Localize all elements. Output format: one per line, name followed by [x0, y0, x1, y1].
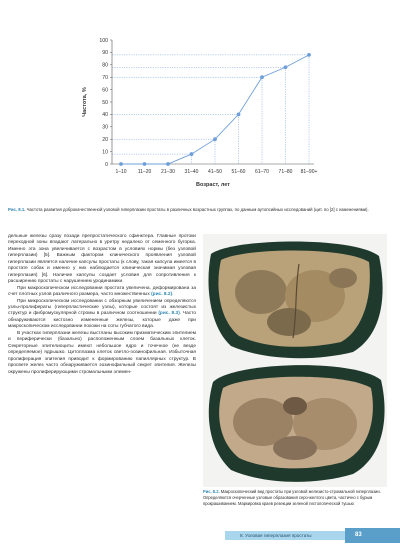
- chapter-title: 8. Узловая гиперплазия простаты: [240, 533, 312, 538]
- y-tick-label: 100: [99, 37, 108, 44]
- figure-8-3-ref[interactable]: (рис. 8.3): [158, 311, 180, 317]
- data-point: [260, 75, 264, 79]
- figure-8-1-text: Частота развития доброкачественной узловой гиперплазии простаты в различных возрастных группах, по данным аутопсийных исследований (цит. по [2] с изменениями).: [25, 207, 369, 212]
- chart-grid: [112, 55, 309, 164]
- x-tick-label: 61–70: [255, 169, 269, 175]
- frequency-chart: [0, 0, 400, 205]
- x-tick-label: 71–80: [278, 169, 293, 175]
- paragraph-3-text: При микроскопическом исследовании с обзорным увеличением определяются узлы-пролифераты (гиперпластические узлы), которые состоят из железистых структур и фибромускулярной стромы в различном соотношении: [8, 298, 196, 317]
- data-point: [307, 53, 311, 57]
- figure-8-1-caption: [8, 207, 388, 213]
- x-tick-label: 41–50: [208, 169, 222, 175]
- figure-8-2-caption: [203, 489, 387, 507]
- y-tick-label: 20: [102, 137, 108, 143]
- y-tick-label: 50: [102, 99, 108, 106]
- prostate-macro-photo: [203, 234, 387, 487]
- chart-axes: [112, 40, 314, 164]
- y-tick-label: 30: [102, 124, 108, 131]
- y-tick-label: 90: [102, 50, 108, 57]
- y-tick-label: 40: [102, 112, 108, 119]
- x-tick-label: 51–60: [231, 169, 246, 175]
- x-axis-label: Возраст, лет: [196, 182, 230, 188]
- y-tick-label: 80: [102, 62, 108, 69]
- data-point: [213, 137, 217, 141]
- paragraph-2: [8, 286, 196, 299]
- figure-8-1-label: Рис. 8.1.: [8, 207, 26, 212]
- figure-8-2-label: Рис. 8.2.: [203, 489, 220, 494]
- paragraph-3-end: . Часто обнаруживаются кистозно измененные железы, которые даже при макроскопическом исследовании похожи на соты губчатого вида.: [8, 311, 196, 330]
- paragraph-1: дельные железы сразу позади препростатического сфинктера. Главные протоки переходной зоны впадают латерально в уретру недалеко от семенного бугорка. Именно эта зона увеличивается с возрастом в условиях нормы (без узловой гиперплазии) [5]. Важным фактором клинического проявления узловой гиперплазии является наличие капсулы простаты (к слову, такая капсула имеется в простате собак и именно у них наблюдается клиническая значимая узловая гиперплазия) [6]. Наличие капсулы создает условия для сопротивления к расширению простаты с нарушением уродинамики.: [8, 234, 196, 285]
- y-tick-label: 60: [102, 87, 108, 94]
- x-tick-label: 21–30: [161, 169, 175, 175]
- x-tick-label: 11–20: [137, 169, 152, 175]
- y-tick-label: 10: [102, 149, 108, 156]
- data-point: [237, 113, 241, 117]
- figure-8-2-text: Макроскопический вид простаты при узловой железисто-стромальной гиперплазии. Определяются очерченные узловые образования серо-желтого цвета, частично с бурым прокрашиванием. Маркировка краев резекции зеленой гистологической тушью: [203, 489, 381, 506]
- x-tick-label: 1–10: [115, 169, 127, 175]
- y-tick-label: 0: [105, 161, 108, 168]
- x-tick-label: 31–40: [184, 169, 199, 175]
- data-point: [284, 65, 288, 69]
- chart-ticks: [99, 38, 317, 175]
- y-tick-label: 70: [102, 75, 108, 81]
- series-line: [121, 55, 309, 164]
- data-point: [190, 152, 194, 156]
- paragraph-4: В участках гиперплазии железы выстланы высоким призматическим эпителием и периферически (базально) расположенным слоем базальных клеток. Секреторные эпителиоциты имеют небольшое ядро и точечное (не везде определяемое) ядрышко. Цитоплазма клеток светло-эозинофильная. Избыточная пролиферация эпителия приводит к формированию папиллярных структур. В просвете желез часто обнаруживается эозинофильный секрет эпителия. Железы окружены пролиферирующими стромальными элемен-: [8, 330, 196, 375]
- paragraph-3: [8, 299, 196, 331]
- data-point: [143, 162, 147, 166]
- body-text: [8, 234, 196, 376]
- page-footer: [0, 528, 400, 545]
- data-point: [119, 162, 123, 166]
- page-number: 83: [345, 528, 400, 543]
- y-axis-label: Частота, %: [82, 87, 88, 117]
- x-tick-label: 81–90+: [300, 169, 318, 175]
- paragraph-2-text: При макроскопическом исследовании простата увеличена, деформирована за счет плотных узлов различного размера, часто множественных: [8, 285, 196, 298]
- data-point: [166, 162, 170, 166]
- figure-8-2-ref[interactable]: (рис. 8.2): [151, 292, 173, 298]
- paragraph-2-end: .: [172, 292, 174, 298]
